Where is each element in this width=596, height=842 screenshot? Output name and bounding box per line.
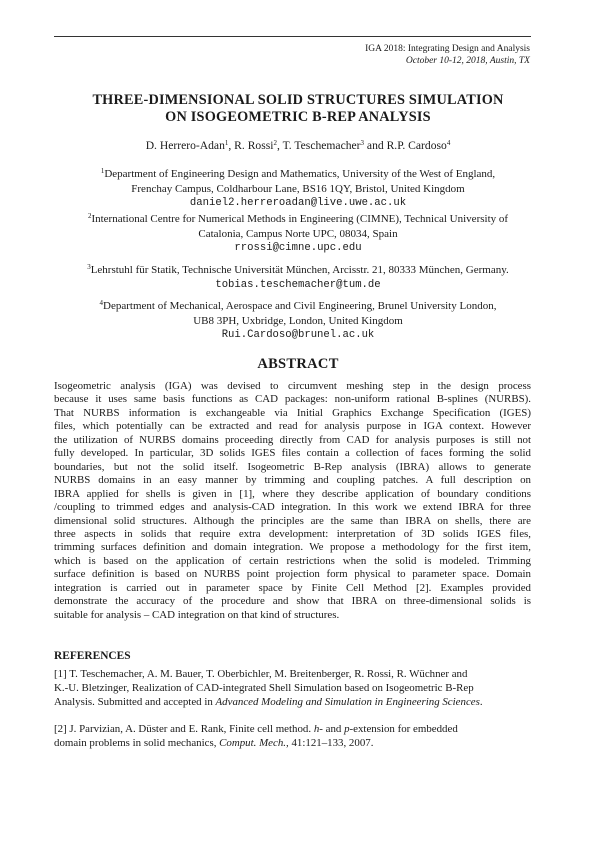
abstract-body (54, 380, 531, 622)
author-sup: 2 (273, 139, 277, 147)
affiliation-sup: 1 (100, 167, 105, 175)
affiliation-email[interactable]: Rui.Cardoso@brunel.ac.uk (221, 329, 375, 342)
reference-text: . (479, 696, 483, 708)
abstract-line: integration is carried out in parameter space by Finite Cell Method [2]. Examples provided (54, 581, 531, 594)
abstract-line: suitable for analysis – CAD integration on that kind of structures. (54, 608, 340, 621)
abstract-line: surface definition is based on NURBS point projection form physical to parameter space. Domain (54, 568, 531, 581)
affiliation-line: International Centre for Numerical Methods in Engineering (CIMNE), Technical University of (91, 213, 509, 225)
paper-title (40, 92, 556, 126)
reference-text: - and (319, 723, 345, 735)
author-name: T. Teschemacher (282, 139, 361, 152)
reference-text: domain problems in solid mechanics, (54, 737, 220, 749)
reference-line: K.-U. Bletzinger, Realization of CAD-integrated Shell Simulation based on Isogeometric B-Rep (54, 682, 474, 694)
author-list (40, 136, 556, 153)
author-sup: 1 (224, 139, 229, 147)
affiliation-sup: 2 (87, 212, 92, 220)
abstract-line: boundaries, but not the solid itself. Isogeometric B-Rep analysis (IBRA) allows to generate (54, 460, 531, 473)
affiliation-line: Lehrstuhl für Statik, Technische Universität München, Arcisstr. 21, 80333 München, Germany. (90, 264, 509, 276)
reference-line: [1] T. Teschemacher, A. M. Bauer, T. Oberbichler, M. Breitenberger, R. Rossi, R. Wüchner and (54, 668, 468, 680)
affiliation-line: UB8 3PH, Uxbridge, London, United Kingdom (193, 314, 403, 327)
author-name: R. Rossi (234, 139, 274, 152)
affiliation-1 (40, 164, 556, 211)
reference-line (54, 722, 531, 736)
author-name: R.P. Cardoso (386, 139, 447, 152)
affiliation-line: Frenchay Campus, Coldharbour Lane, BS16 1QY, Bristol, United Kingdom (131, 182, 465, 195)
abstract-line: which is based on the application of certain restrictions when the solid is modeled. Trimming (54, 554, 531, 567)
abstract-line: IBRA applied for shells is given in [1], where they describe application of boundary conditions (54, 487, 531, 500)
author-sep: , (228, 139, 235, 152)
affiliation-line: Catalonia, Campus Norte UPC, 08034, Spain (198, 227, 398, 240)
abstract-line: three aspects in solids that require extra development: interpretation of 3D solids IGES files, (54, 527, 531, 540)
references-heading: REFERENCES (54, 650, 131, 662)
reference-1 (54, 667, 531, 709)
affiliation-2 (40, 209, 556, 256)
reference-text: 41:121–133, 2007. (288, 737, 374, 749)
affiliation-sup: 4 (99, 299, 104, 307)
reference-text: Analysis. Submitted and accepted in (54, 696, 216, 708)
abstract-line: because it uses same basis functions as CAD packages: non-uniform rational B-splines (NURBS). (54, 393, 531, 406)
conference-header (365, 43, 530, 67)
reference-2 (54, 722, 531, 750)
affiliation-3 (40, 260, 556, 292)
affiliation-line: Department of Mechanical, Aerospace and Civil Engineering, Brunel University London, (103, 300, 497, 312)
reference-line (54, 736, 531, 750)
reference-text: [2] J. Parvizian, A. Düster and E. Rank, Finite cell method. (54, 723, 314, 735)
affiliation-email[interactable]: daniel2.herreroadan@live.uwe.ac.uk (189, 197, 407, 210)
abstract-line: NURBS domains in an easy manner by trimming and coupling patches. A full description on (54, 474, 531, 487)
header-rule (54, 36, 531, 37)
title-line-1: THREE-DIMENSIONAL SOLID STRUCTURES SIMULATION (92, 92, 504, 108)
abstract-line: trimming surfaces definition and domain integration. We propose a methodology for the first item, (54, 541, 531, 554)
affiliation-4 (40, 296, 556, 343)
reference-text: -extension for embedded (349, 723, 458, 735)
reference-line (54, 695, 531, 709)
author-name: D. Herrero-Adan (145, 139, 225, 152)
author-sep: , (276, 139, 283, 152)
conference-name: IGA 2018: Integrating Design and Analysis (365, 44, 530, 54)
abstract-line: Isogeometric analysis (IGA) was devised to circumvent meshing step in the design process (54, 380, 531, 392)
reference-venue: Advanced Modeling and Simulation in Engineering Sciences (215, 696, 480, 708)
abstract-line: files, which potentially can be extracted and read for analysis purpose in IGA context. However (54, 420, 531, 433)
affiliation-email[interactable]: rrossi@cimne.upc.edu (234, 242, 362, 255)
affiliation-email[interactable]: tobias.teschemacher@tum.de (215, 278, 381, 291)
affiliation-sup: 3 (87, 263, 91, 271)
abstract-line: dimensional solid structures. Although the principles are the same than IBRA on shells, there are (54, 514, 531, 527)
abstract-line: demonstrate the accuracy of the procedure and show that IBRA on three-dimensional solids is (54, 595, 531, 608)
author-sup: 3 (360, 139, 365, 147)
affiliation-line: Department of Engineering Design and Mathematics, University of the West of England, (104, 168, 496, 180)
abstract-heading: ABSTRACT (257, 356, 339, 372)
reference-math: p (344, 723, 350, 735)
author-sep: and (364, 139, 387, 152)
reference-math: h (313, 723, 320, 735)
abstract-line: fully developed. In particular, 3D solids IGES files contain a collection of faces forming the solid (54, 447, 531, 460)
conference-dates: October 10-12, 2018, Austin, TX (405, 56, 530, 66)
abstract-line: That NURBS information is exchangeable via Initial Graphics Exchange Specification (IGES) (54, 406, 531, 419)
author-sup: 4 (446, 139, 451, 147)
reference-venue: Comput. Mech., (219, 737, 289, 749)
abstract-line: the utilization of NURBS domains proceeding directly from CAD for analysis purposes is still not (54, 433, 531, 446)
abstract-line: /coupling to trimmed edges and analysis-CAD integration. In this work we extend IBRA for three (54, 501, 531, 514)
title-line-2: ON ISOGEOMETRIC B-REP ANALYSIS (165, 109, 431, 125)
